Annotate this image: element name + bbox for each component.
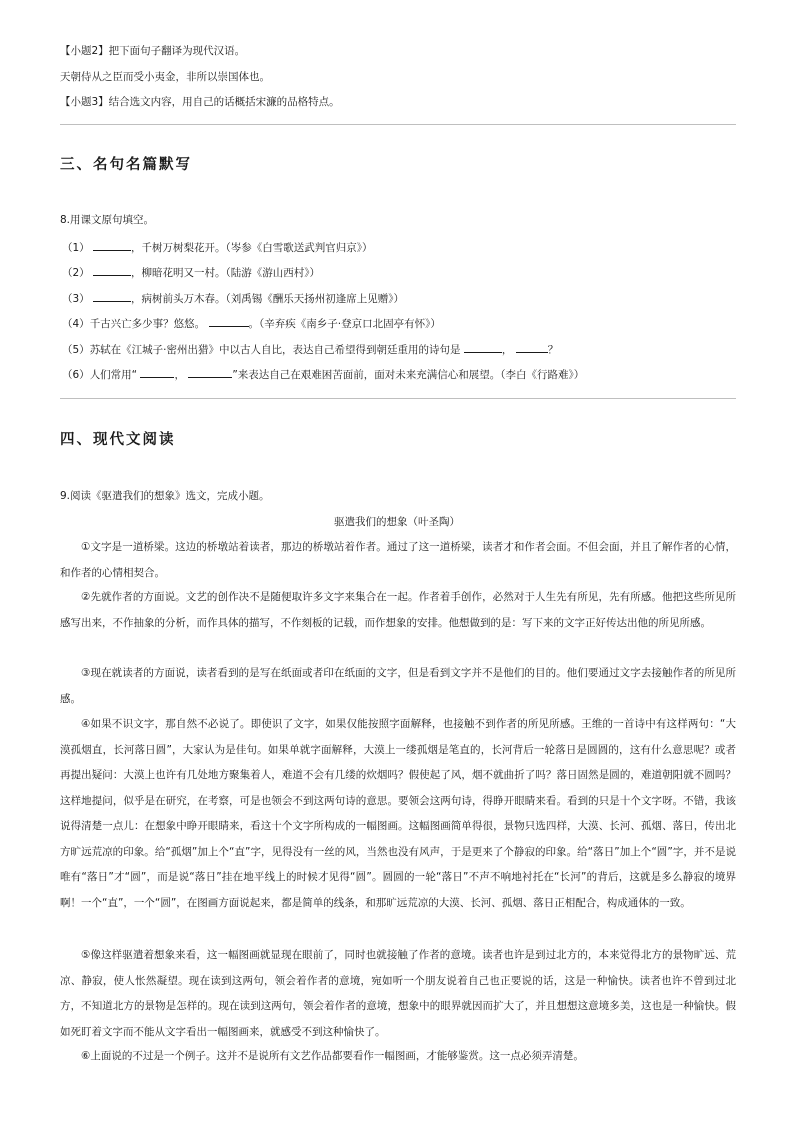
section3-heading: 三、名句名篇默写 xyxy=(60,156,192,173)
article-paragraph-4: ④如果不识文字，那自然不必说了。即使识了文字，如果仅能按照字面解释，也接触不到作者的所见所感。王维的一首诗中有这样两句：“大漠孤烟直，长河落日圆”，大家认为是佳句。如果单就字面解释，大漠上一缕孤烟是笔直的，长河背后一轮落日是圆圆的，这有什么意思呢？或者再提出疑问：大漠上也许有几处地方聚集着人，难道不会有几缕的炊烟吗？假使起了风，烟不就曲折了吗？落日固然是圆的，难道朝阳就不圆吗？这样地提问，似乎是在研究，在考察，可是也领会不到这两句诗的意思。要领会这两句诗，得睁开眼睛来看。看到的只是十个文字呀。不错，我该说得清楚一点儿：在想象中睁开眼睛来，看这十个文字所构成的一幅图画。这幅图画简单得很，景物只选四样，大漠、长河、孤烟、落日，传出北方旷远荒凉的印象。给“孤烟”加上个“直”字，见得没有一丝的风，当然也没有风声，于是更来了个静寂的印象。给“落日”加上个“圆”字，并不是说唯有“落日”才“圆”，而是说“落日”挂在地平线上的时候才见得“圆”。圆圆的一轮“落日”不声不响地衬托在“长河”的背后，这就是多么静寂的境界啊！一个“直”，一个“圆”，在图画方面说起来，都是简单的线条，和那旷远荒凉的大漠、长河、孤烟、落日正相配合，构成通体的一致。 xyxy=(60,718,736,909)
article-paragraph-5: ⑤像这样驱遣着想象来看，这一幅图画就显现在眼前了，同时也就接触了作者的意境。读者也许是到过北方的，本来觉得北方的景物旷远、荒凉、静寂，使人怅然凝望。现在读到这两句，领会着作者的意境，宛如听一个朋友说着自己也正要说的话，这是一种愉快。读者也许不曾到过北方，不知道北方的景物是怎样的。现在读到这两句，领会着作者的意境，想象中的眼界就因而扩大了，并且想想这意境多美，这也是一种愉快。假如死盯着文字而不能从文字看出一幅图画来，就感受不到这种愉快了。 xyxy=(60,949,736,1038)
article-paragraph-3: ③现在就读者的方面说，读者看到的是写在纸面或者印在纸面的文字，但是看到文字并不是他们的目的。他们要通过文字去接触作者的所见所感。 xyxy=(60,667,736,705)
fill-item-1: （1） ，千树万树梨花开。（岑参《白雪歌送武判官归京》） xyxy=(62,239,373,255)
divider xyxy=(60,398,736,399)
divider xyxy=(60,124,736,125)
article-paragraph-2: ②先就作者的方面说。文艺的创作决不是随便取许多文字来集合在一起。作者着手创作，必然对于人生先有所见，先有所感。他把这些所见所感写出来，不作抽象的分析，而作具体的描写，不作刻板的记载，而作想象的安排。他想做到的是：写下来的文字正好传达出他的所见所感。 xyxy=(60,591,736,629)
fill-item-3: （3） ，病树前头万木春。（刘禹锡《酬乐天扬州初逢席上见赠》） xyxy=(62,290,404,306)
answer-blank-1[interactable] xyxy=(93,239,131,251)
article-paragraph-6: ⑥上面说的不过是一个例子。这并不是说所有文艺作品都要看作一幅图画，才能够鉴赏。这一点必须弄清楚。 xyxy=(81,1050,584,1062)
answer-blank-3[interactable] xyxy=(93,290,131,302)
q8-title: 8.用课文原句填空。 xyxy=(60,214,155,226)
fill-item-6: （6）人们常用“ ， ”来表达自己在艰难困苦面前，面对未来充满信心和展望。（李白《行路难》） xyxy=(62,366,584,382)
answer-blank-4[interactable] xyxy=(209,315,249,327)
q7-sub2-sentence: 天朝侍从之臣而受小夷金，非所以崇国体也。 xyxy=(60,71,270,83)
section4-heading: 四、现代文阅读 xyxy=(60,431,176,448)
article-title: 驱遣我们的想象（叶圣陶） xyxy=(334,516,460,528)
answer-blank-5a[interactable] xyxy=(464,341,502,353)
answer-blank-5b[interactable] xyxy=(516,341,548,353)
fill-item-4: （4）千古兴亡多少事？悠悠。 。（辛弃疾《南乡子·登京口北固亭有怀》） xyxy=(62,315,441,331)
fill-item-5: （5）苏轼在《江城子·密州出猎》中以古人自比，表达自己希望得到朝廷重用的诗句是 ， ？ xyxy=(62,341,558,357)
answer-blank-6b[interactable] xyxy=(188,366,232,378)
answer-blank-2[interactable] xyxy=(93,264,131,276)
article-paragraph-1: ①文字是一道桥梁。这边的桥墩站着读者，那边的桥墩站着作者。通过了这一道桥梁，读者才和作者会面。不但会面，并且了解作者的心情，和作者的心情相契合。 xyxy=(60,541,736,579)
q9-title: 9.阅读《驱遣我们的想象》选文，完成小题。 xyxy=(60,490,270,502)
q7-sub2-prompt: 【小题2】把下面句子翻译为现代汉语。 xyxy=(60,45,246,57)
answer-blank-6a[interactable] xyxy=(140,366,174,378)
fill-item-2: （2） ，柳暗花明又一村。（陆游《游山西村》） xyxy=(62,264,320,280)
q7-sub3-prompt: 【小题3】结合选文内容，用自己的话概括宋濂的品格特点。 xyxy=(60,96,340,108)
